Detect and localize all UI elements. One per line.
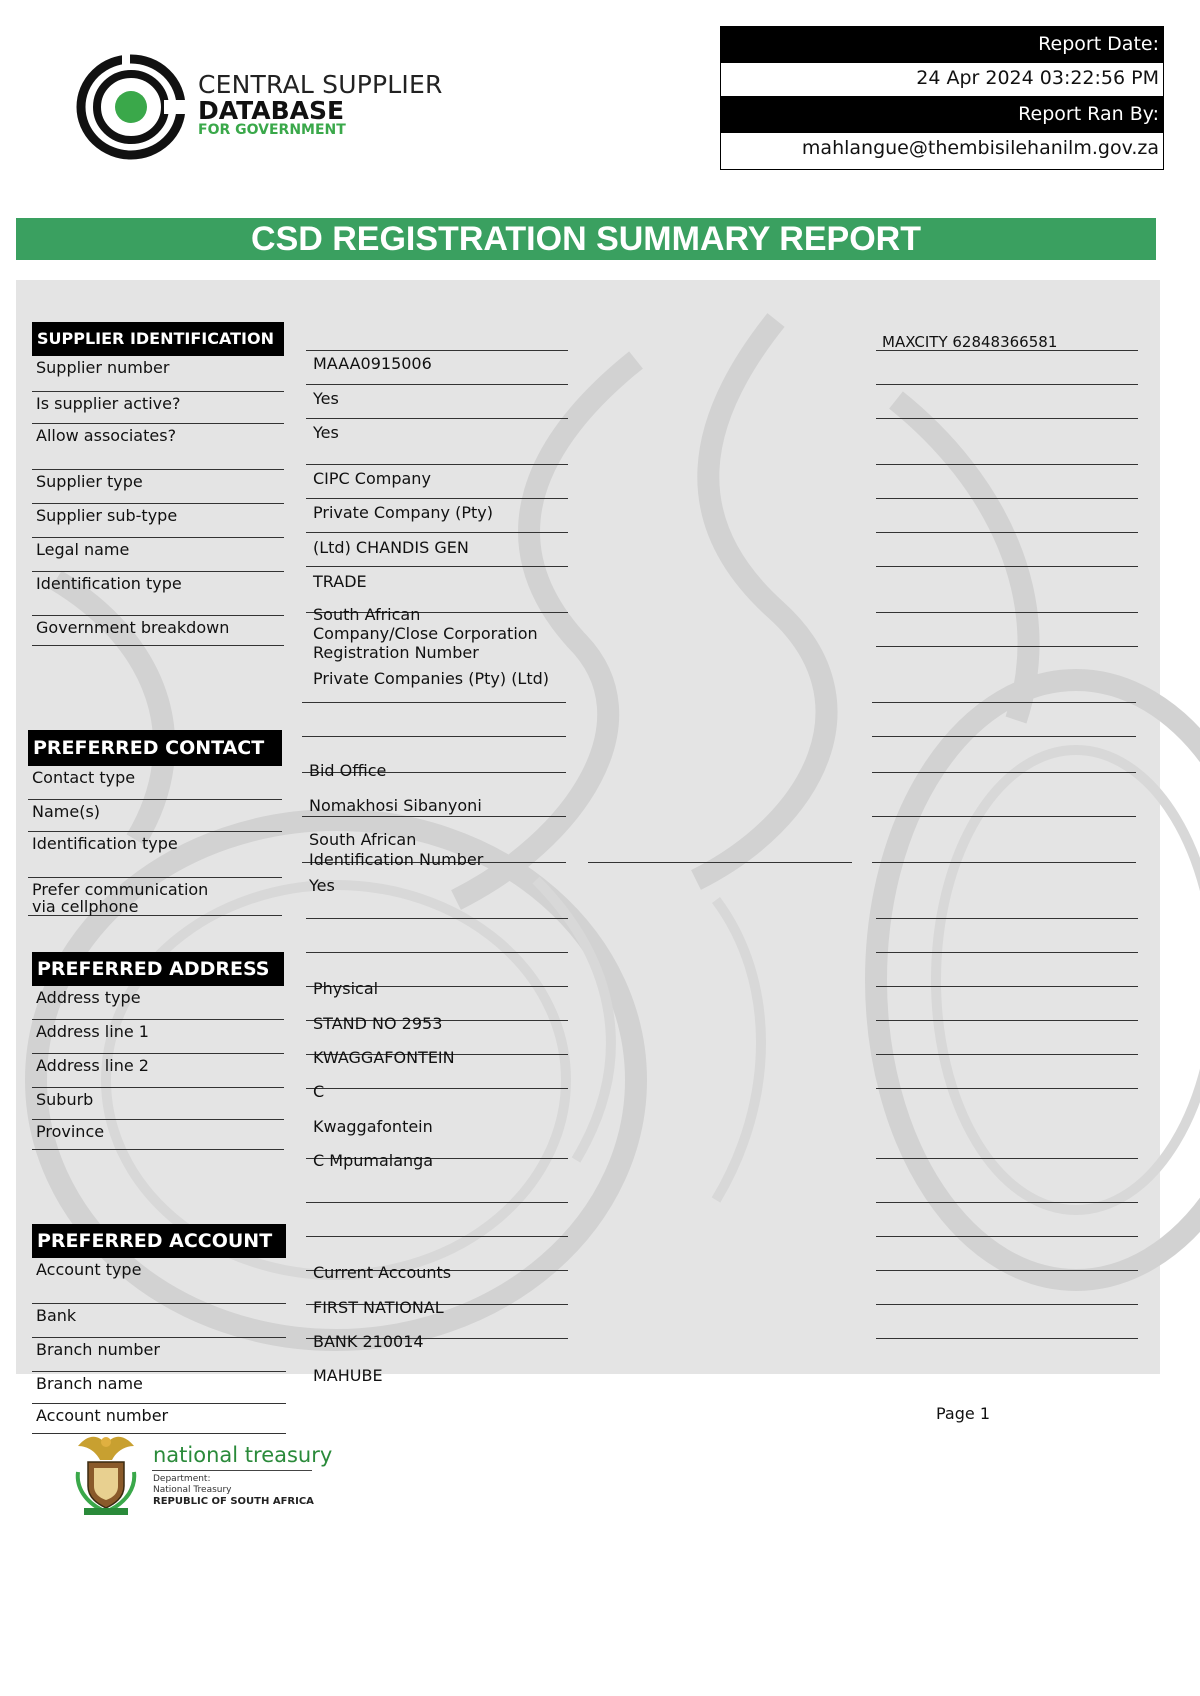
value-contact-id-line-1: South African <box>309 830 417 849</box>
label-contact-identification-type: Identification type <box>28 832 282 878</box>
page-title: CSD REGISTRATION SUMMARY REPORT <box>251 220 921 258</box>
label-is-supplier-active: Is supplier active? <box>32 392 284 424</box>
rule <box>306 350 568 351</box>
coat-of-arms-icon <box>72 1432 140 1516</box>
rule <box>306 1236 568 1237</box>
logo-line-3: FOR GOVERNMENT <box>198 122 346 138</box>
rule <box>876 1158 1138 1159</box>
rule <box>876 1236 1138 1237</box>
value-id-type-line-1: South African <box>313 605 421 624</box>
value-supplier-number: MAAA0915006 <box>313 354 432 373</box>
rule <box>872 862 1136 863</box>
value-right-supplier: MAXCITY 62848366581 <box>882 333 1058 351</box>
value-suburb: Kwaggafontein <box>313 1117 433 1136</box>
rule <box>302 816 566 817</box>
section-header-preferred-contact: PREFERRED CONTACT <box>28 730 282 766</box>
value-government-breakdown: Private Companies (Pty) (Ltd) <box>313 669 550 688</box>
value-legal-name: (Ltd) CHANDIS GEN <box>313 538 469 557</box>
value-id-type-line-2: Company/Close Corporation <box>313 624 538 643</box>
label-bank: Bank <box>32 1304 286 1338</box>
report-ran-by-label: Report Ran By: <box>721 97 1163 133</box>
value-contact-names: Nomakhosi Sibanyoni <box>309 796 482 815</box>
value-contact-type: Bid Office <box>309 761 387 780</box>
section-header-supplier-identification: SUPPLIER IDENTIFICATION <box>32 322 284 356</box>
rule <box>876 418 1138 419</box>
rule <box>876 918 1138 919</box>
rule <box>876 384 1138 385</box>
rule <box>876 1054 1138 1055</box>
label-allow-associates: Allow associates? <box>32 424 284 470</box>
csd-logo-icon <box>76 52 196 162</box>
section-header-preferred-account: PREFERRED ACCOUNT <box>32 1224 286 1258</box>
value-branch-name: MAHUBE <box>313 1366 383 1385</box>
rule <box>876 464 1138 465</box>
report-info-box <box>720 26 1164 170</box>
label-prefer-communication-line-2: via cellphone <box>32 897 139 916</box>
value-bank-line-1: FIRST NATIONAL <box>313 1298 444 1317</box>
rule <box>306 418 568 419</box>
rule <box>306 498 568 499</box>
rule <box>306 464 568 465</box>
rule <box>302 736 566 737</box>
rule <box>306 918 568 919</box>
label-branch-name: Branch name <box>32 1372 286 1404</box>
national-treasury-rule <box>152 1470 312 1471</box>
national-treasury-department: Department: <box>153 1474 211 1484</box>
rule <box>306 566 568 567</box>
value-address-line-2: KWAGGAFONTEIN <box>313 1048 455 1067</box>
value-supplier-sub-type: Private Company (Pty) <box>313 503 493 522</box>
value-province: C Mpumalanga <box>313 1151 434 1170</box>
label-prefer-communication-line-1: Prefer communication <box>32 880 209 899</box>
section-header-preferred-address: PREFERRED ADDRESS <box>32 952 284 986</box>
rule <box>876 1270 1138 1271</box>
label-account-type: Account type <box>32 1258 286 1304</box>
rule <box>872 736 1136 737</box>
rule <box>876 952 1138 953</box>
label-supplier-sub-type: Supplier sub-type <box>32 504 284 538</box>
logo-line-1: CENTRAL SUPPLIER <box>198 70 443 99</box>
value-prefer-communication: Yes <box>309 876 335 895</box>
rule <box>876 986 1138 987</box>
rule <box>876 612 1138 613</box>
report-date-label: Report Date: <box>721 27 1163 63</box>
label-address-line-1: Address line 1 <box>32 1020 284 1054</box>
report-ran-by-value: mahlangue@thembisilehanilm.gov.za <box>801 137 1159 159</box>
rule <box>302 702 566 703</box>
value-identification-type: TRADE <box>313 572 367 591</box>
label-government-breakdown: Government breakdown <box>32 616 284 646</box>
rule <box>876 498 1138 499</box>
value-supplier-type: CIPC Company <box>313 469 431 488</box>
value-allow-associates: Yes <box>313 423 339 442</box>
logo-line-2: DATABASE <box>198 96 345 125</box>
label-suburb: Suburb <box>32 1088 284 1120</box>
label-contact-names: Name(s) <box>28 800 282 832</box>
value-id-type-line-3: Registration Number <box>313 643 479 662</box>
label-address-type: Address type <box>32 986 284 1020</box>
national-treasury-name: National Treasury <box>153 1485 232 1495</box>
rule <box>306 952 568 953</box>
rule <box>876 1338 1138 1339</box>
value-contact-id-line-2: Identification Number <box>309 850 484 869</box>
value-account-type: Current Accounts <box>313 1263 452 1282</box>
rule <box>876 1304 1138 1305</box>
label-prefer-communication <box>28 878 282 916</box>
report-date-value: 24 Apr 2024 03:22:56 PM <box>721 63 1163 97</box>
rule <box>306 1202 568 1203</box>
label-contact-type: Contact type <box>28 766 282 800</box>
value-address-line-1: STAND NO 2953 <box>313 1014 443 1033</box>
title-banner <box>16 218 1156 260</box>
rule <box>588 862 852 863</box>
label-account-number: Account number <box>32 1404 286 1434</box>
rule <box>872 772 1136 773</box>
rule <box>876 1088 1138 1089</box>
value-address-type: Physical <box>313 979 379 998</box>
rule <box>872 702 1136 703</box>
label-branch-number: Branch number <box>32 1338 286 1372</box>
rule <box>306 532 568 533</box>
label-identification-type: Identification type <box>32 572 284 616</box>
label-supplier-number: Supplier number <box>32 356 284 392</box>
rule <box>876 646 1138 647</box>
page-number: Page 1 <box>936 1404 990 1423</box>
national-treasury-republic: REPUBLIC OF SOUTH AFRICA <box>153 1496 314 1507</box>
rule <box>876 1202 1138 1203</box>
rule <box>876 532 1138 533</box>
value-bank-line-2: BANK 210014 <box>313 1332 424 1351</box>
label-supplier-type: Supplier type <box>32 470 284 504</box>
rule <box>876 1020 1138 1021</box>
rule <box>306 1088 568 1089</box>
label-legal-name: Legal name <box>32 538 284 572</box>
rule <box>876 350 1138 351</box>
label-address-line-2: Address line 2 <box>32 1054 284 1088</box>
national-treasury-title: national treasury <box>153 1443 333 1467</box>
value-is-supplier-active: Yes <box>313 389 339 408</box>
value-suburb-prefix: C <box>313 1082 325 1101</box>
label-province: Province <box>32 1120 284 1150</box>
rule <box>872 816 1136 817</box>
rule <box>876 566 1138 567</box>
rule <box>306 384 568 385</box>
